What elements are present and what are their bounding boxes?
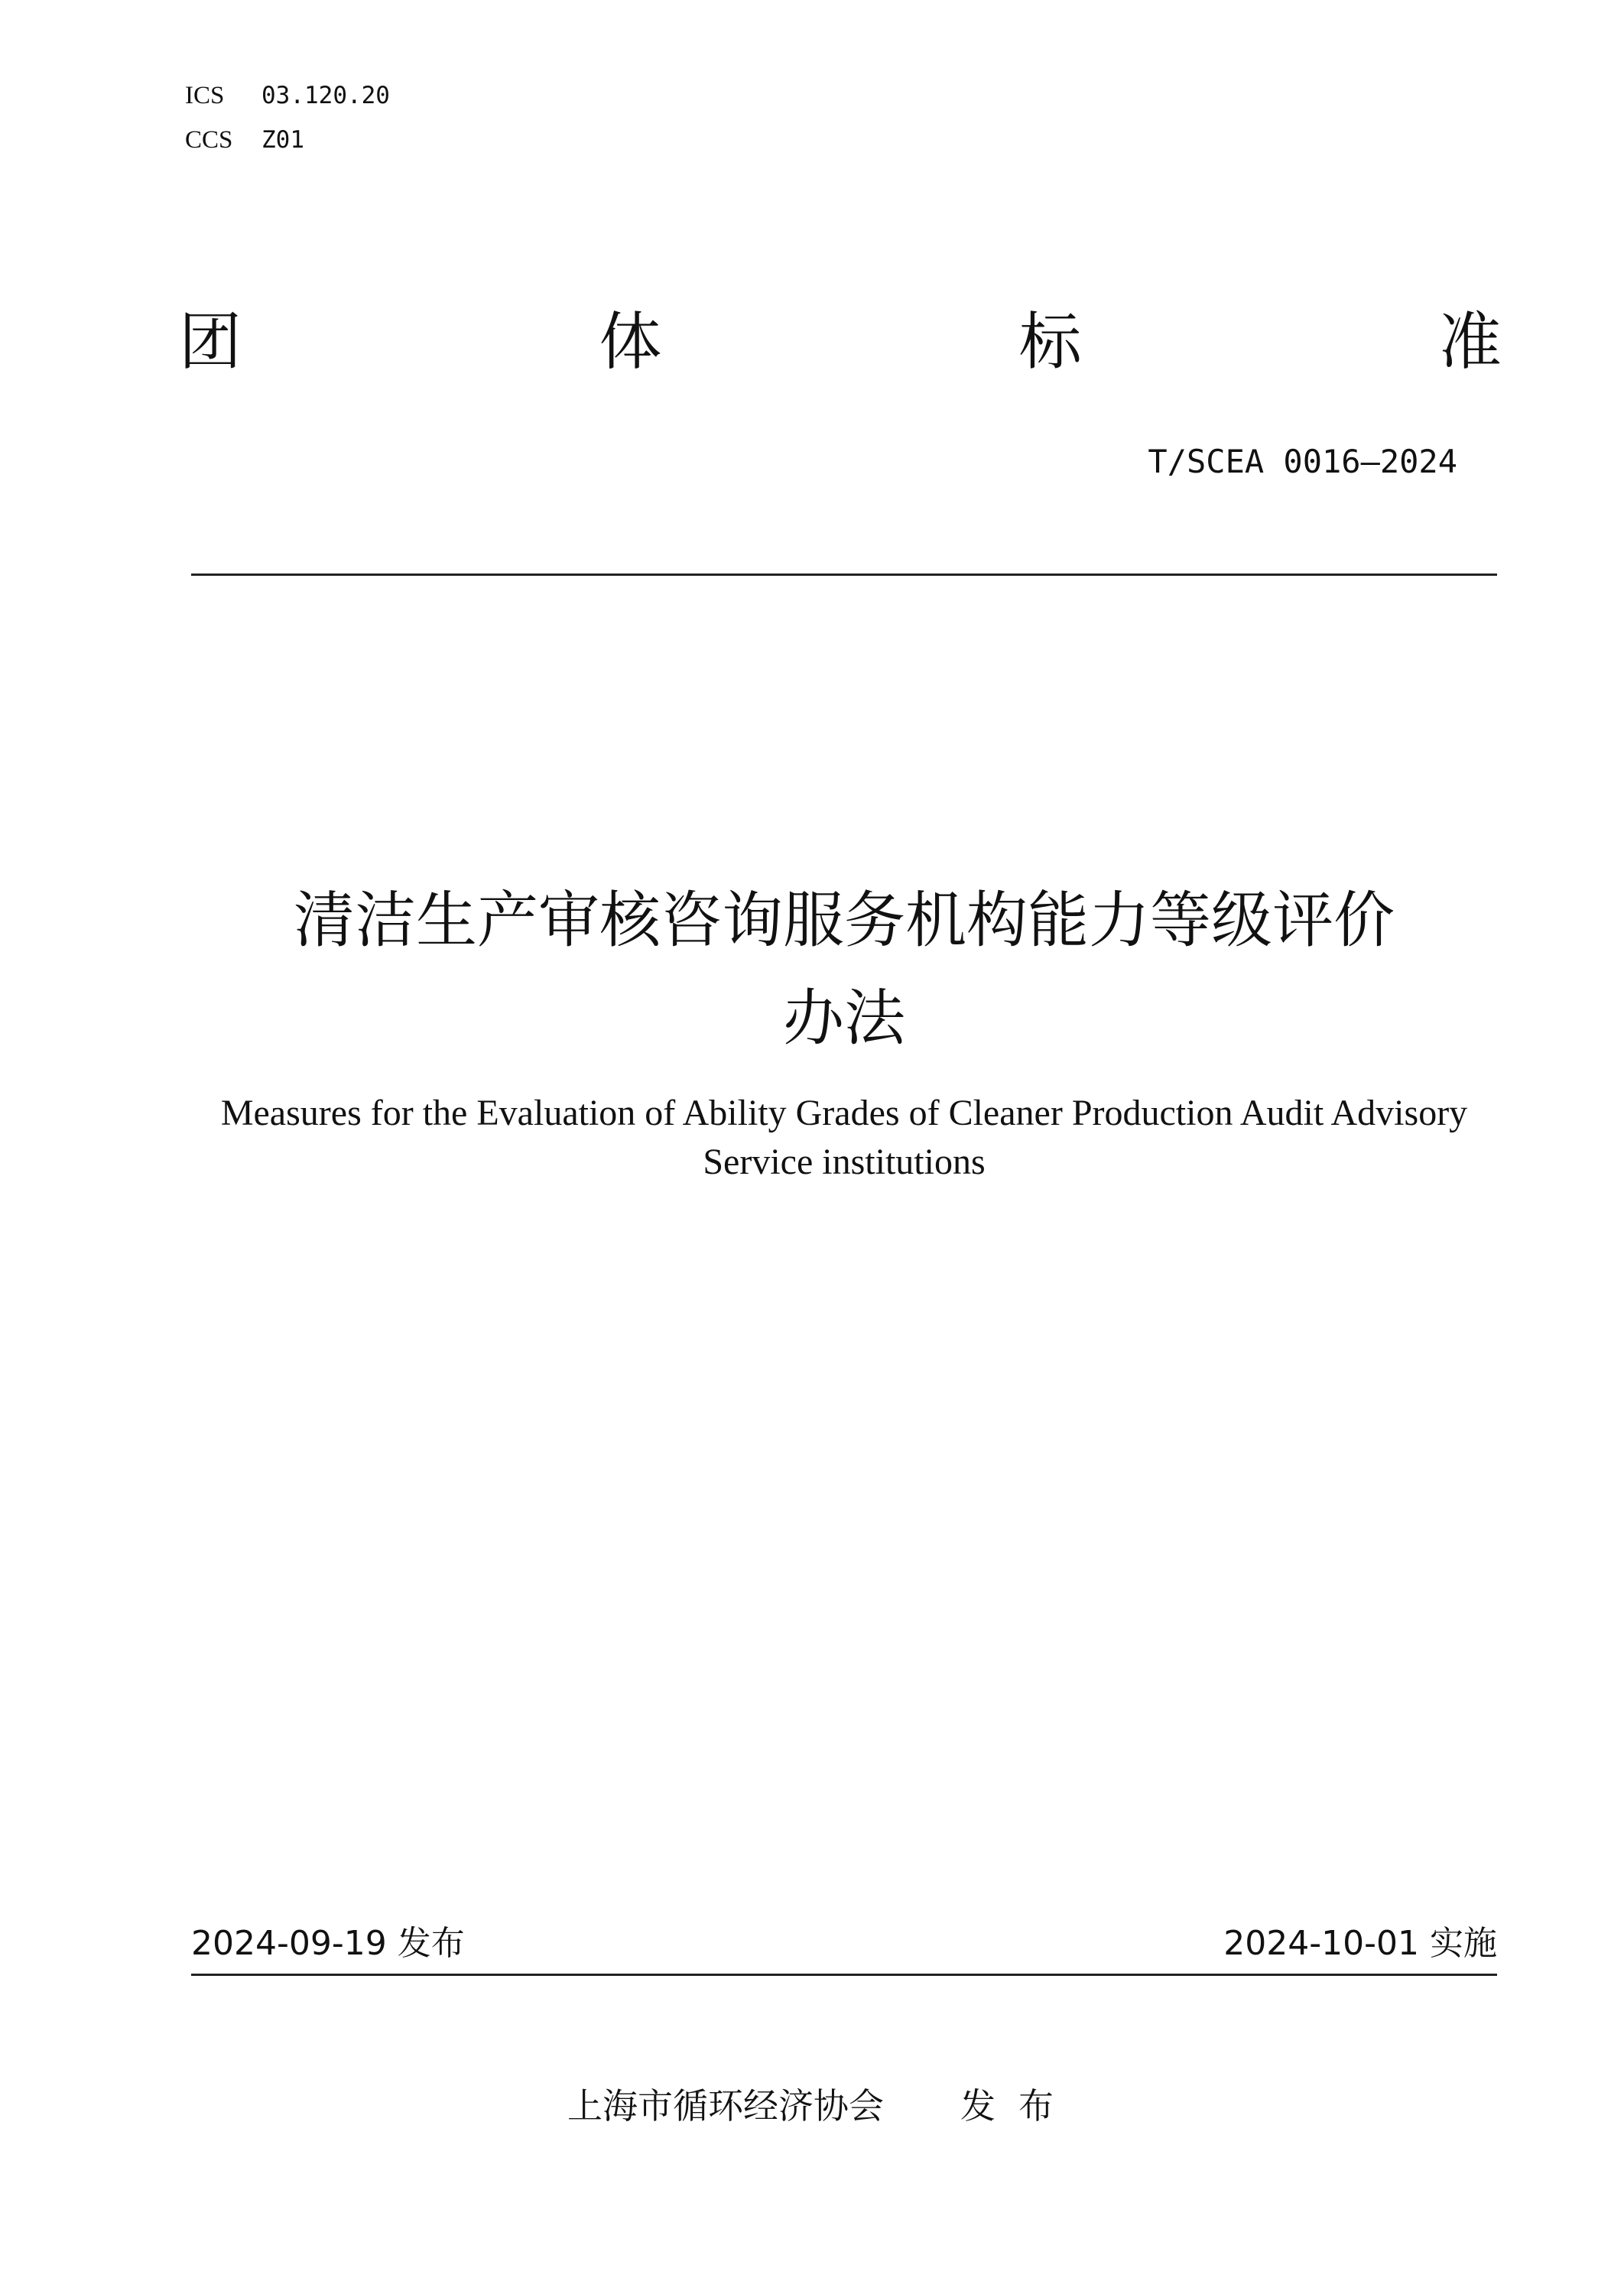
standard-type-char: 团 — [179, 306, 242, 379]
publisher-name: 上海市循环经济协会 — [567, 2085, 884, 2127]
publisher-line — [567, 2081, 1077, 2130]
implementation-date: 2024-10-01 实施 — [1223, 1924, 1497, 1963]
standard-type-char: 体 — [599, 306, 662, 379]
ccs-label: CCS — [185, 126, 233, 154]
ics-label: ICS — [185, 82, 225, 109]
classification-block — [185, 73, 390, 162]
title-chinese-line: 清洁生产审核咨询服务机构能力等级评价 — [294, 885, 1395, 956]
title-chinese-line: 办法 — [783, 983, 905, 1054]
title-english-line: Service institutions — [703, 1142, 986, 1182]
ics-row — [185, 73, 390, 118]
standard-type-char: 准 — [1438, 306, 1502, 379]
title-english — [153, 1089, 1535, 1187]
header-divider — [191, 574, 1497, 576]
standard-number: T/SCEA 0016—2024 — [1148, 443, 1457, 480]
standard-type-char: 标 — [1018, 306, 1082, 379]
title-chinese — [153, 872, 1535, 1067]
issue-date: 2024-09-19 发布 — [191, 1924, 465, 1963]
ccs-row — [185, 118, 390, 162]
standard-type-heading — [179, 304, 1502, 381]
ccs-value: Z01 — [261, 126, 304, 154]
ics-value: 03.120.20 — [261, 82, 390, 109]
footer-divider — [191, 1974, 1497, 1976]
publisher-action: 发布 — [960, 2085, 1077, 2127]
title-english-line: Measures for the Evaluation of Ability Grades of Cleaner Production Audit Advisory — [220, 1093, 1468, 1133]
